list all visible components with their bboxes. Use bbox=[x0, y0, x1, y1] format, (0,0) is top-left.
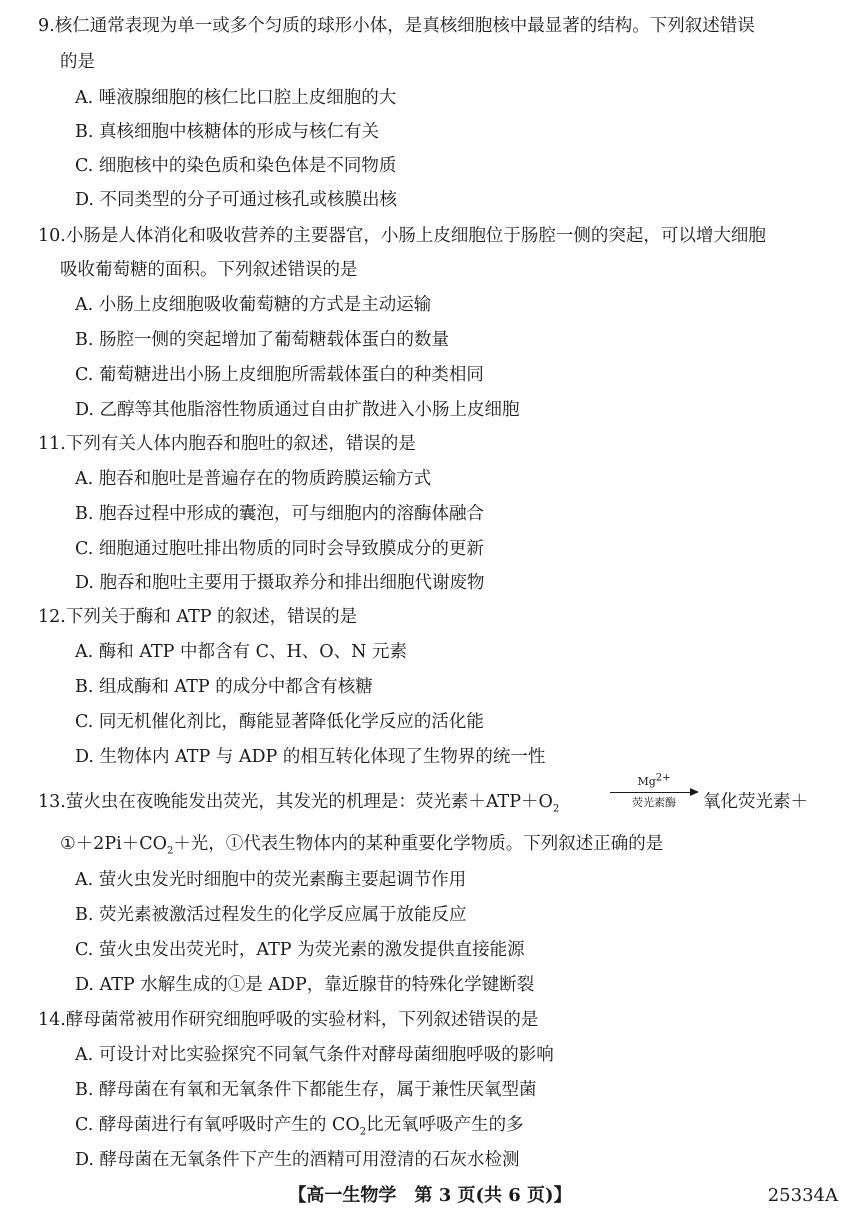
question-14-option-c bbox=[75, 1113, 524, 1137]
subscript: 2 bbox=[359, 1126, 367, 1138]
question-11-option-c: C. 细胞通过胞吐排出物质的同时会导致膜成分的更新 bbox=[75, 539, 484, 559]
question-12-stem bbox=[38, 605, 357, 629]
question-9-option-c: C. 细胞核中的染色质和染色体是不同物质 bbox=[75, 156, 397, 176]
question-13-stem bbox=[38, 790, 559, 814]
question-14-stem bbox=[38, 1008, 538, 1032]
question-number: 9. bbox=[38, 16, 55, 36]
reaction-arrow bbox=[608, 772, 700, 812]
stem-text: ＋光，①代表生物体内的某种重要化学物质。下列叙述正确的是 bbox=[173, 834, 664, 854]
ion-charge: 2+ bbox=[655, 772, 671, 784]
question-9-option-b: B. 真核细胞中核糖体的形成与核仁有关 bbox=[75, 122, 379, 142]
question-10-stem bbox=[38, 224, 766, 248]
question-10-stem-cont: 吸收葡萄糖的面积。下列叙述错误的是 bbox=[60, 260, 358, 280]
option-text: C. 酵母菌进行有氧呼吸时产生的 CO bbox=[75, 1115, 360, 1135]
question-11-option-a: A. 胞吞和胞吐是普遍存在的物质跨膜运输方式 bbox=[75, 469, 432, 489]
subscript: 2 bbox=[552, 803, 560, 815]
arrow-shaft bbox=[610, 792, 694, 793]
question-13-option-a: A. 萤火虫发光时细胞中的荧光素酶主要起调节作用 bbox=[75, 870, 467, 890]
question-14-option-d: D. 酵母菌在无氧条件下产生的酒精可用澄清的石灰水检测 bbox=[75, 1150, 520, 1170]
page-footer-code: 25334A bbox=[767, 1185, 838, 1206]
stem-text: ①＋2Pi＋CO bbox=[60, 834, 167, 854]
question-12-option-a: A. 酶和 ATP 中都含有 C、H、O、N 元素 bbox=[75, 642, 407, 662]
question-text: 下列有关人体内胞吞和胞吐的叙述，错误的是 bbox=[65, 434, 416, 454]
question-9-stem-cont: 的是 bbox=[60, 52, 95, 72]
option-text: 比无氧呼吸产生的多 bbox=[366, 1115, 524, 1135]
question-13-option-d: D. ATP 水解生成的①是 ADP，靠近腺苷的特殊化学键断裂 bbox=[75, 975, 535, 995]
question-text: 小肠是人体消化和吸收营养的主要器官，小肠上皮细胞位于肠腔一侧的突起，可以增大细胞 bbox=[65, 226, 766, 246]
question-11-option-d: D. 胞吞和胞吐主要用于摄取养分和排出细胞代谢废物 bbox=[75, 573, 485, 593]
question-14-option-a: A. 可设计对比实验探究不同氧气条件对酵母菌细胞呼吸的影响 bbox=[75, 1045, 554, 1065]
question-number: 11. bbox=[38, 434, 66, 454]
question-number: 13. bbox=[38, 792, 66, 812]
question-13-stem-cont bbox=[60, 832, 663, 856]
question-number: 14. bbox=[38, 1010, 66, 1030]
question-text: 萤火虫在夜晚能发出荧光，其发光的机理是：荧光素＋ATP＋O bbox=[65, 792, 553, 812]
question-12-option-c: C. 同无机催化剂比，酶能显著降低化学反应的活化能 bbox=[75, 712, 484, 732]
question-9-option-a: A. 唾液腺细胞的核仁比口腔上皮细胞的大 bbox=[75, 88, 397, 108]
question-14-option-b: B. 酵母菌在有氧和无氧条件下都能生存，属于兼性厌氧型菌 bbox=[75, 1080, 537, 1100]
arrow-condition-top bbox=[608, 772, 700, 788]
question-12-option-b: B. 组成酶和 ATP 的成分中都含有核糖 bbox=[75, 677, 373, 697]
catalyst-ion: Mg bbox=[637, 775, 656, 788]
question-text: 酵母菌常被用作研究细胞呼吸的实验材料，下列叙述错误的是 bbox=[65, 1010, 539, 1030]
question-10-option-b: B. 肠腔一侧的突起增加了葡萄糖载体蛋白的数量 bbox=[75, 330, 449, 350]
question-11-option-b: B. 胞吞过程中形成的囊泡，可与细胞内的溶酶体融合 bbox=[75, 504, 484, 524]
question-9-stem bbox=[38, 14, 755, 38]
question-text: 下列关于酶和 ATP 的叙述，错误的是 bbox=[65, 607, 358, 627]
question-13-stem-product: 氧化荧光素＋ bbox=[703, 792, 808, 812]
page-footer-title: 【高一生物学 第 3 页(共 6 页)】 bbox=[288, 1185, 572, 1206]
question-number: 12. bbox=[38, 607, 66, 627]
question-9-option-d: D. 不同类型的分子可通过核孔或核膜出核 bbox=[75, 190, 398, 210]
question-13-option-b: B. 荧光素被激活过程发生的化学反应属于放能反应 bbox=[75, 905, 467, 925]
arrow-head bbox=[690, 788, 699, 796]
question-number: 10. bbox=[38, 226, 66, 246]
question-12-option-d: D. 生物体内 ATP 与 ADP 的相互转化体现了生物界的统一性 bbox=[75, 747, 546, 767]
question-text: 核仁通常表现为单一或多个匀质的球形小体，是真核细胞核中最显著的结构。下列叙述错误 bbox=[54, 16, 755, 36]
question-13-option-c: C. 萤火虫发出荧光时，ATP 为荧光素的激发提供直接能源 bbox=[75, 940, 525, 960]
question-10-option-a: A. 小肠上皮细胞吸收葡萄糖的方式是主动运输 bbox=[75, 295, 432, 315]
arrow-condition-bottom: 荧光素酶 bbox=[632, 796, 676, 809]
subscript: 2 bbox=[166, 845, 174, 857]
question-11-stem bbox=[38, 432, 416, 456]
question-10-option-c: C. 葡萄糖进出小肠上皮细胞所需载体蛋白的种类相同 bbox=[75, 365, 484, 385]
question-10-option-d: D. 乙醇等其他脂溶性物质通过自由扩散进入小肠上皮细胞 bbox=[75, 400, 520, 420]
